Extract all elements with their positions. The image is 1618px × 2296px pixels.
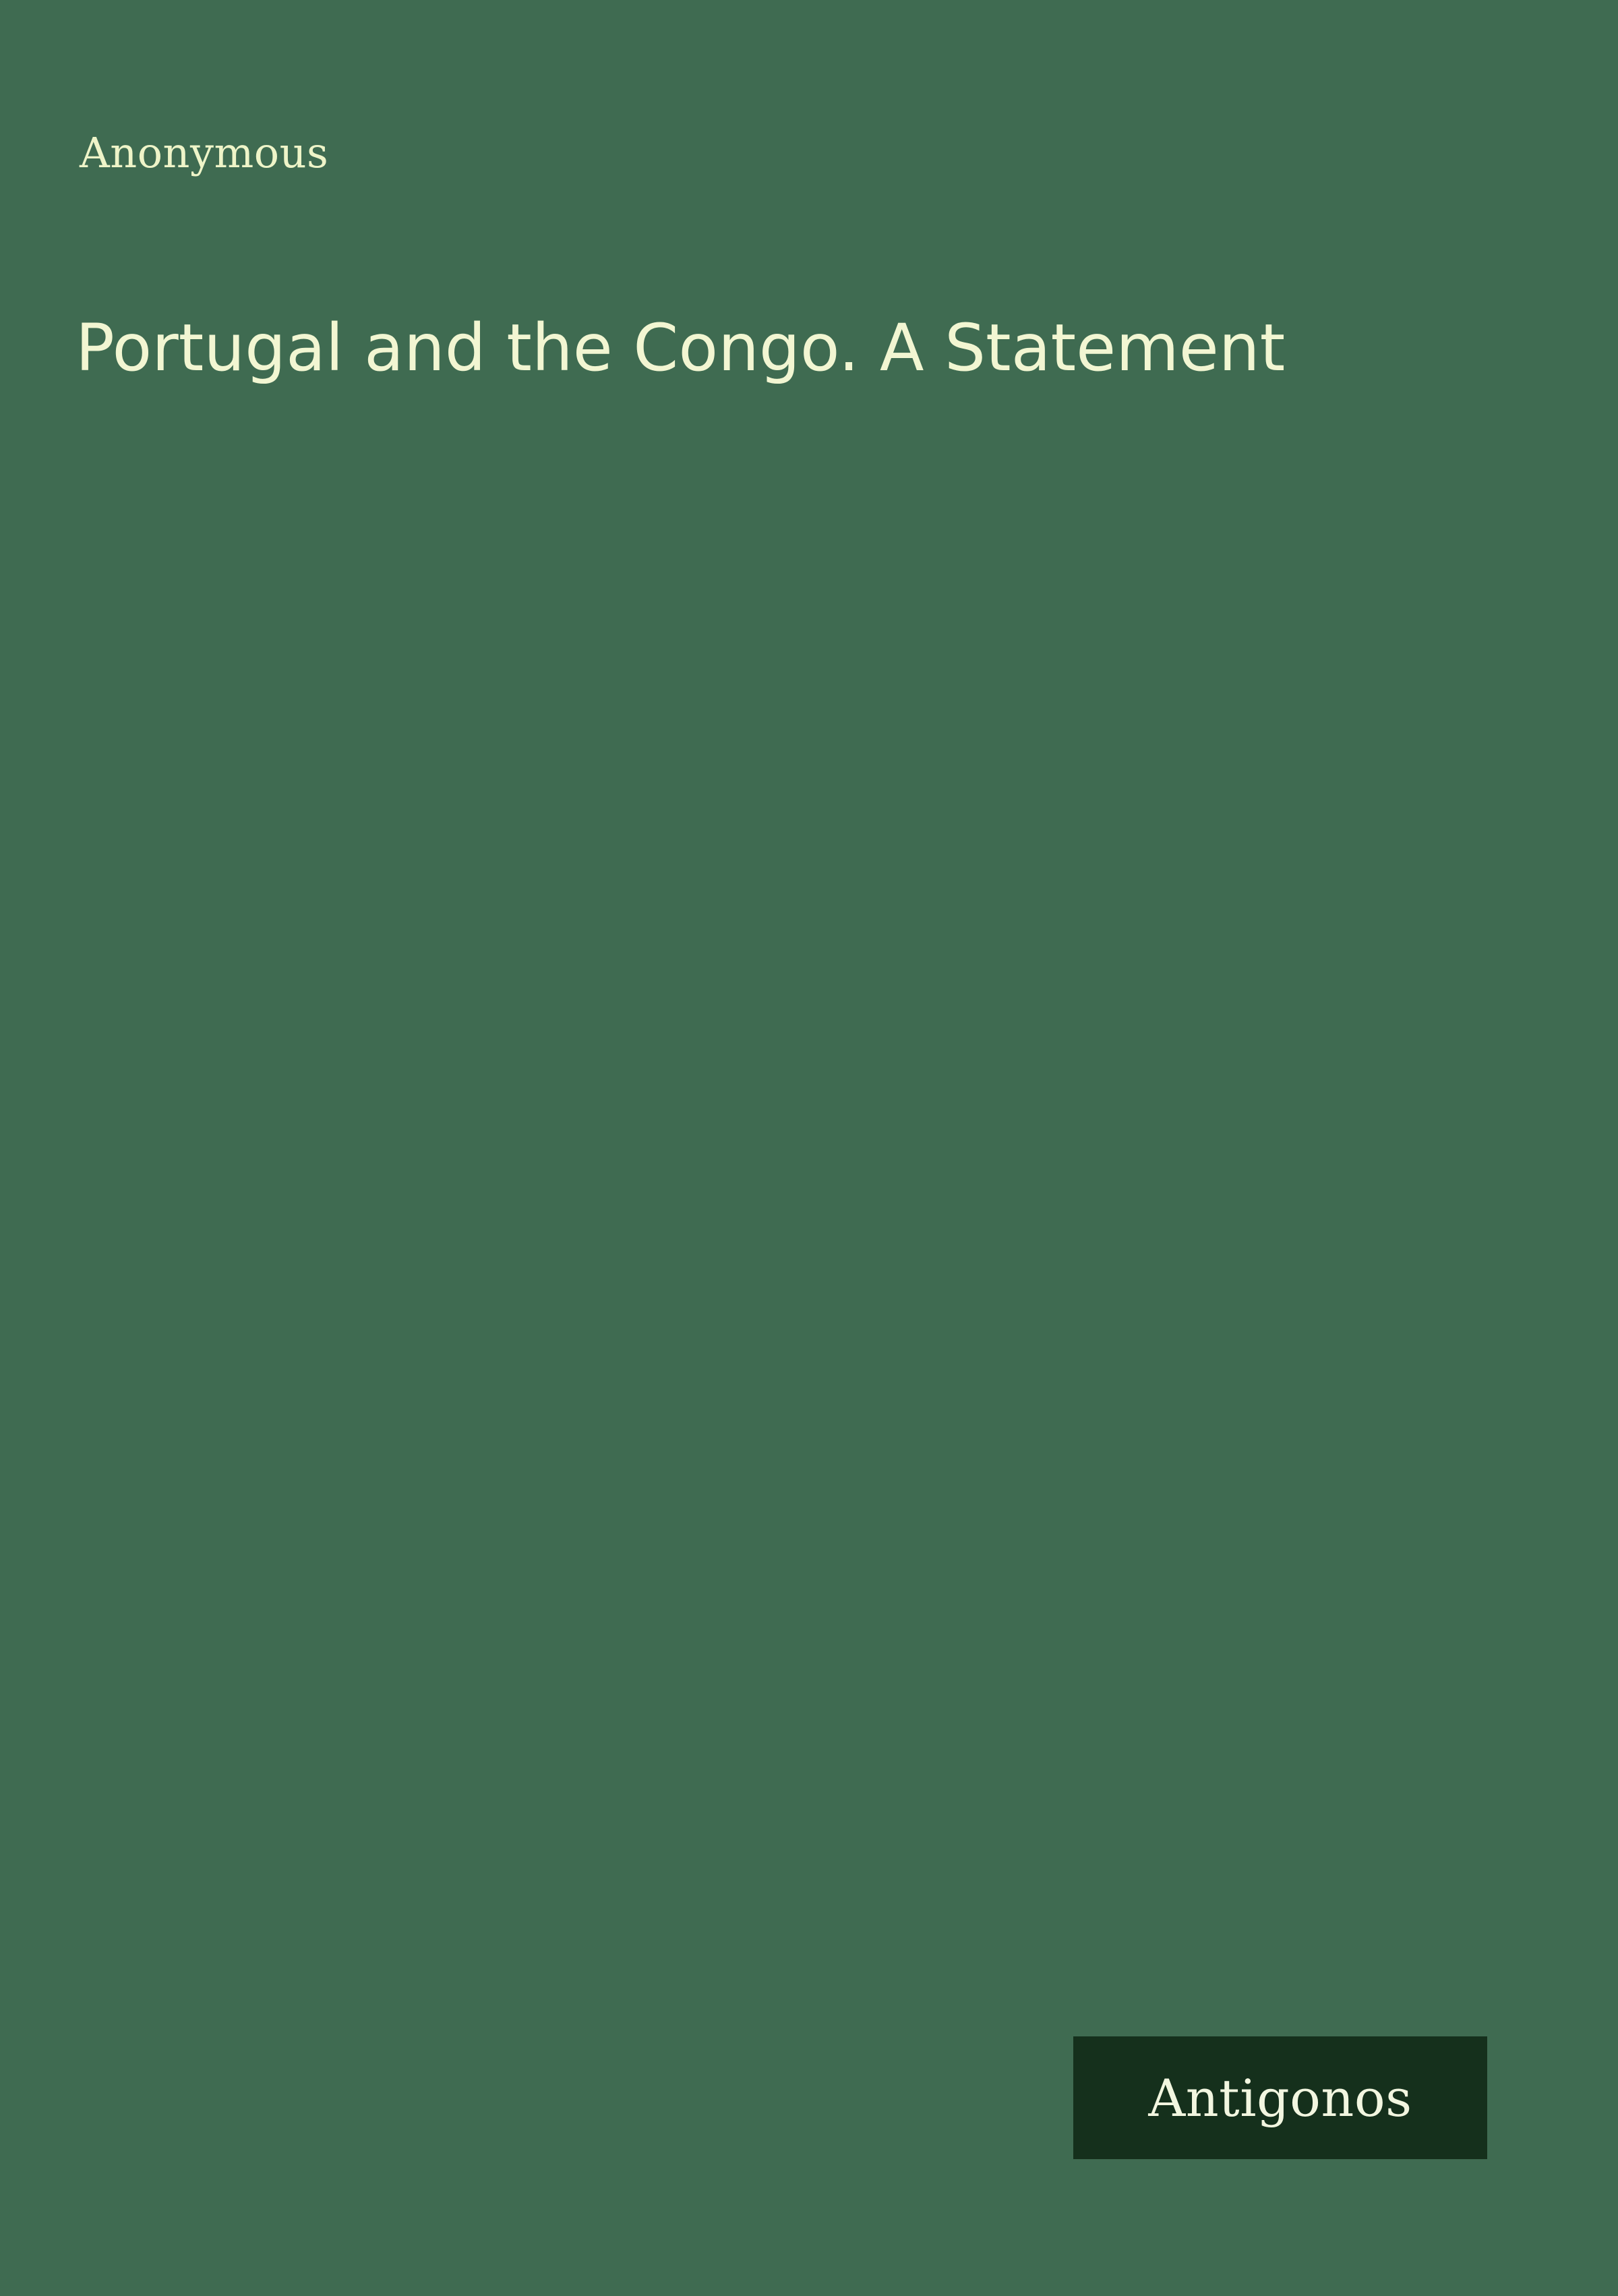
publisher-name: Antigonos xyxy=(1148,2067,1412,2128)
publisher-badge xyxy=(1073,2036,1487,2159)
book-title: Portugal and the Congo. A Statement xyxy=(76,310,1286,386)
author-name: Anonymous xyxy=(80,128,329,177)
